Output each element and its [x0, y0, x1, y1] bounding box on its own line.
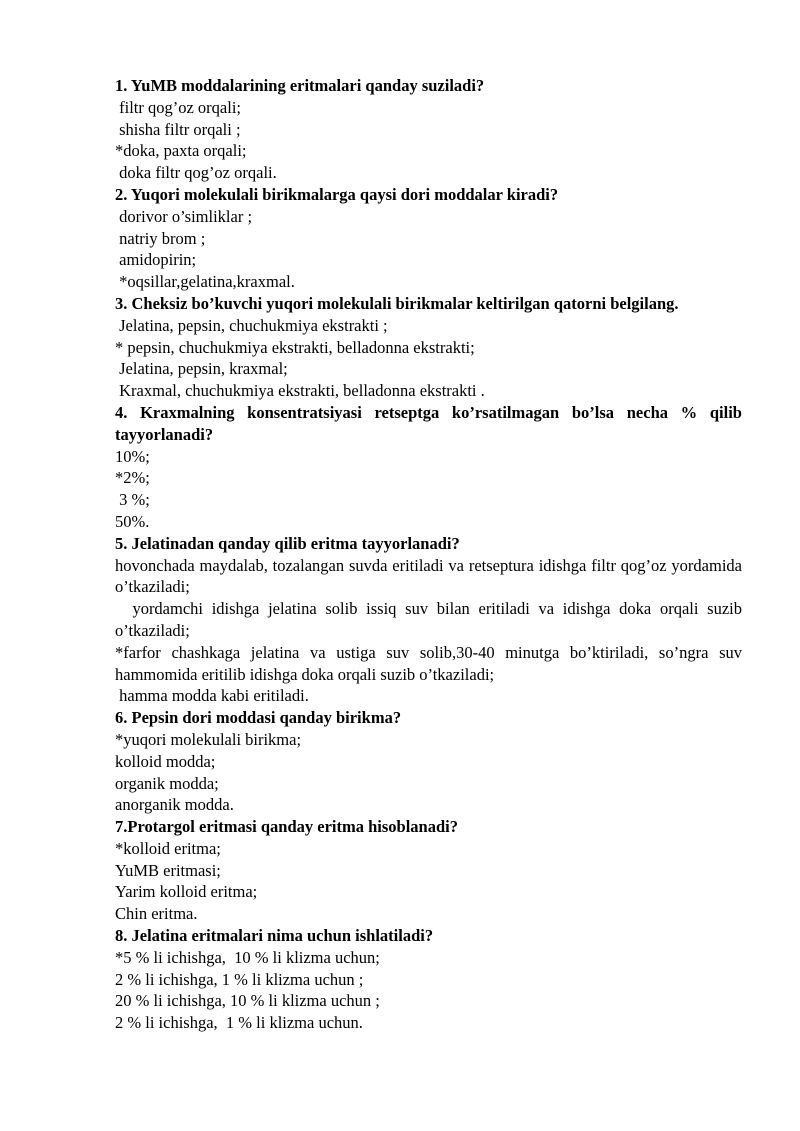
answer-option: Kraxmal, chuchukmiya ekstrakti, belladonna ekstrakti .	[115, 381, 485, 401]
answer-option: *oqsillar,gelatina,kraxmal.	[115, 272, 295, 292]
question-text: 7.Protargol eritmasi qanday eritma hisoblanadi?	[115, 817, 458, 837]
question-block	[115, 402, 742, 533]
answer-option: amidopirin;	[115, 250, 197, 270]
question-text: 6. Pepsin dori moddasi qanday birikma?	[115, 708, 402, 728]
answer-option: 20 % li ichishga, 10 % li klizma uchun ;	[115, 991, 380, 1011]
answer-option: doka filtr qog’oz orqali.	[115, 163, 277, 183]
question-text: 1. YuMB moddalarining eritmalari qanday suziladi?	[115, 76, 485, 95]
answer-option: organik modda;	[115, 773, 219, 793]
answer-option: Chin eritma.	[115, 904, 198, 924]
answer-option: dorivor o’simliklar ;	[115, 206, 253, 226]
question-text: 4. Kraxmalning konsentratsiyasi retseptga ko’rsatilmagan bo’lsa necha % qilib tayyorlanadi?	[115, 402, 742, 444]
answer-option: 50%.	[115, 511, 150, 531]
question-block	[115, 533, 747, 707]
answer-option: shisha filtr orqali ;	[115, 119, 241, 139]
question-block	[115, 816, 742, 925]
answer-option: 3 %;	[115, 490, 150, 510]
answer-option: Jelatina, pepsin, kraxmal;	[115, 359, 288, 379]
answer-option: YuMB eritmasi;	[115, 860, 221, 880]
answer-option: Yarim kolloid eritma;	[115, 882, 258, 902]
answer-option: *farfor chashkaga jelatina va ustiga suv solib,30-40 minutga bo’ktiriladi, so’ngra suv hammomida eritilib idishga doka orqali suzib o’tkaziladi;	[115, 642, 747, 684]
answer-option: hamma modda kabi eritiladi.	[115, 686, 309, 706]
answer-option: Jelatina, pepsin, chuchukmiya ekstrakti ;	[115, 315, 388, 335]
question-block	[115, 184, 742, 293]
question-text: 5. Jelatinadan qanday qilib eritma tayyorlanadi?	[115, 533, 460, 553]
answer-option: filtr qog’oz orqali;	[115, 97, 242, 117]
answer-option: hovonchada maydalab, tozalangan suvda eritiladi va retseptura idishga filtr qog’oz yordamida o’tkaziladi;	[115, 555, 747, 597]
answer-option: *yuqori molekulali birikma;	[115, 729, 302, 749]
answer-option: *2%;	[115, 468, 150, 488]
answer-option: * pepsin, chuchukmiya ekstrakti, belladonna ekstrakti;	[115, 337, 475, 357]
question-block	[115, 925, 742, 1034]
answer-option: *kolloid eritma;	[115, 838, 221, 858]
question-block	[115, 707, 742, 816]
question-block	[115, 75, 742, 184]
answer-option: *5 % li ichishga, 10 % li klizma uchun;	[115, 947, 380, 967]
answer-option: natriy brom ;	[115, 228, 206, 248]
answer-option: yordamchi idishga jelatina solib issiq suv bilan eritiladi va idishga doka orqali suzib o’tkaziladi;	[115, 599, 747, 640]
answer-option: 2 % li ichishga, 1 % li klizma uchun.	[115, 1013, 363, 1033]
answer-option: *doka, paxta orqali;	[115, 141, 247, 161]
question-text: 8. Jelatina eritmalari nima uchun ishlatiladi?	[115, 926, 434, 946]
answer-option: anorganik modda.	[115, 795, 234, 815]
question-block	[115, 293, 742, 402]
answer-option: kolloid modda;	[115, 751, 216, 771]
question-text: 2. Yuqori molekulali birikmalarga qaysi dori moddalar kiradi?	[115, 184, 559, 204]
document-page	[115, 75, 747, 1034]
question-text: 3. Cheksiz bo’kuvchi yuqori molekulali birikmalar keltirilgan qatorni belgilang.	[115, 293, 679, 313]
answer-option: 10%;	[115, 446, 150, 466]
answer-option: 2 % li ichishga, 1 % li klizma uchun ;	[115, 969, 364, 989]
